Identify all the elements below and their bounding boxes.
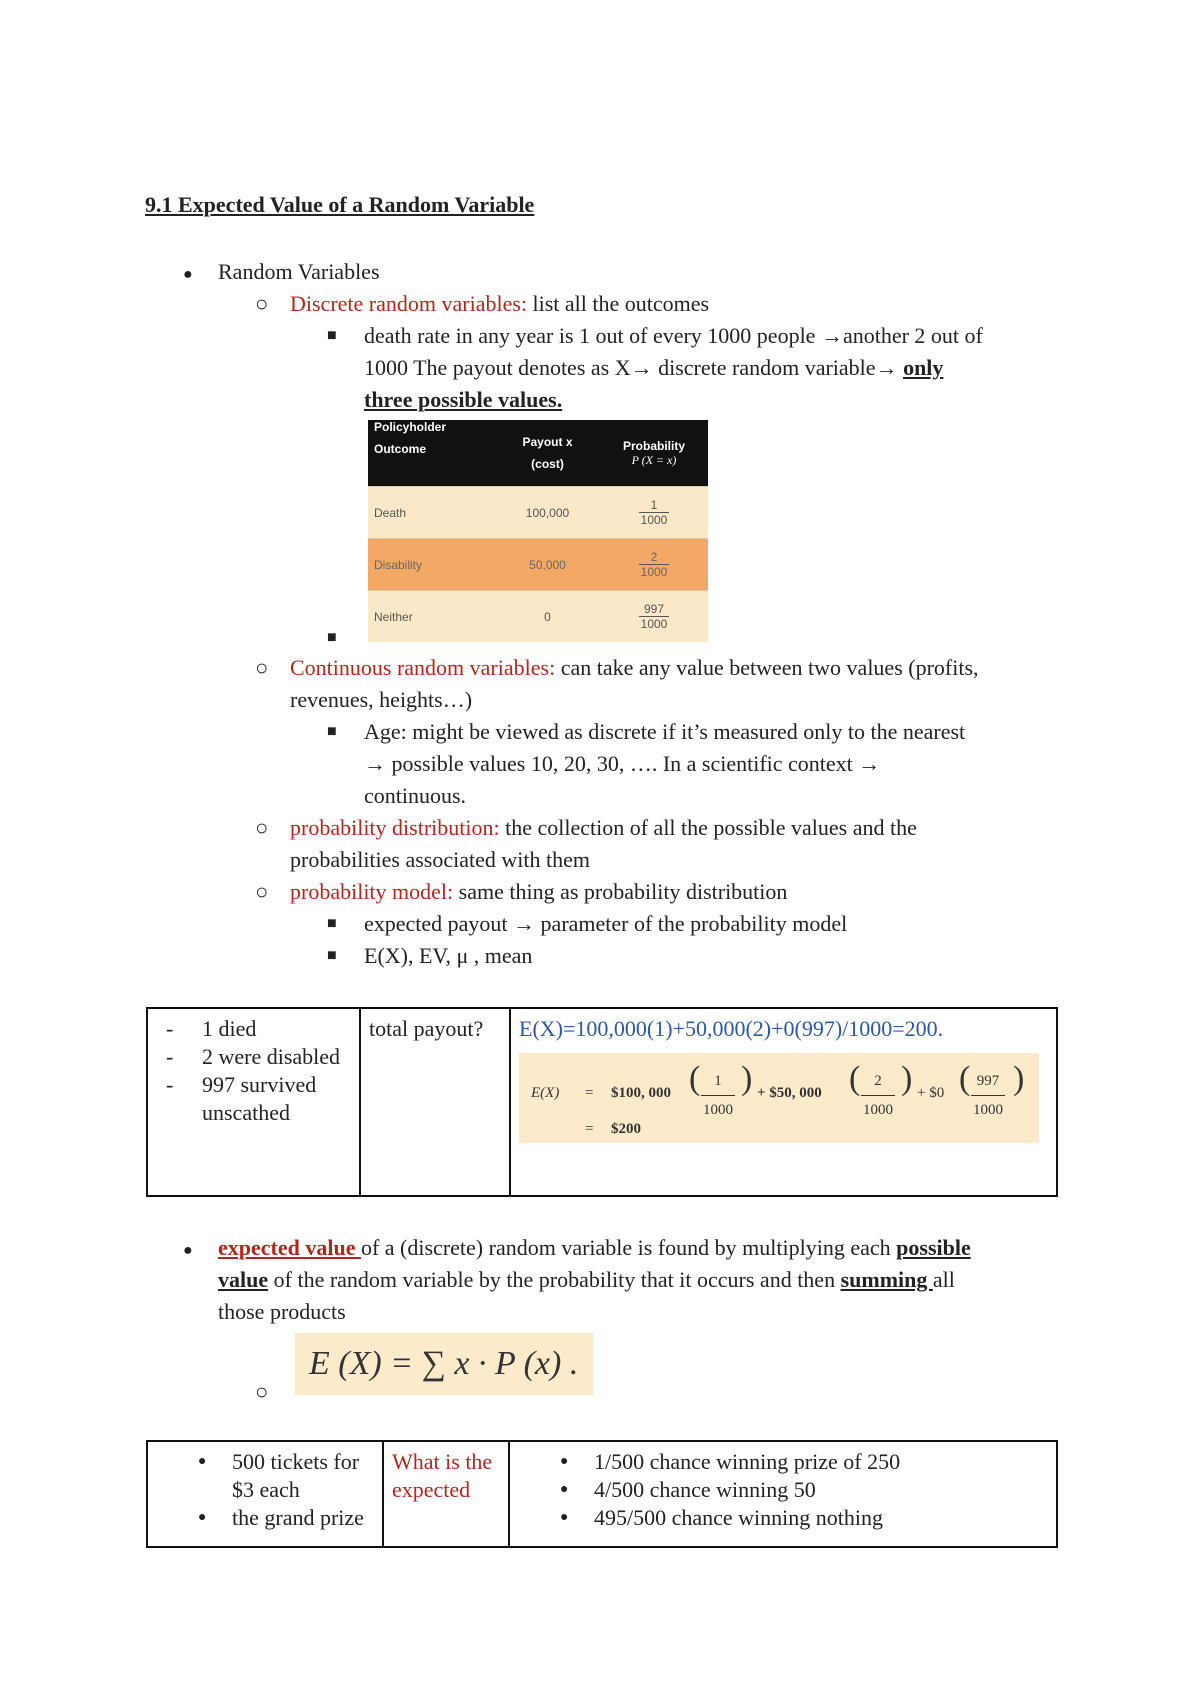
continuous-item bbox=[290, 652, 979, 684]
circle-bullet-icon: ○ bbox=[255, 815, 269, 840]
paren-close: ) bbox=[1013, 1060, 1025, 1097]
header-probability bbox=[600, 420, 708, 486]
list-item: - 997 survived unscathed bbox=[156, 1071, 351, 1127]
row-probability bbox=[600, 539, 708, 590]
row-payout: 0 bbox=[544, 609, 551, 624]
death-only: only bbox=[903, 355, 944, 380]
list-item-text: 4/500 chance winning 50 bbox=[594, 1477, 816, 1502]
fraction-3 bbox=[971, 1067, 1005, 1124]
circle-bullet-icon: ○ bbox=[255, 655, 269, 680]
outcomes-cell bbox=[147, 1008, 360, 1196]
row-probability bbox=[600, 487, 708, 538]
pd-text: the collection of all the possible values and the bbox=[499, 815, 917, 840]
row-probability bbox=[600, 591, 708, 642]
bullet-dot-icon: ● bbox=[198, 1454, 207, 1469]
f3-num: 997 bbox=[976, 1073, 1000, 1089]
paren-close: ) bbox=[741, 1060, 753, 1097]
list-item bbox=[518, 1504, 1048, 1532]
list-item-text: 997 survived unscathed bbox=[202, 1072, 317, 1125]
formula-eq2: = bbox=[585, 1121, 594, 1137]
square-bullet-icon: ■ bbox=[327, 915, 337, 932]
bullet-dot-icon: ● bbox=[183, 266, 193, 283]
row-outcome: Neither bbox=[374, 609, 413, 624]
payout-line: expected payout → parameter of the probability model bbox=[364, 911, 848, 936]
ev-label: expected value bbox=[218, 1235, 361, 1260]
row-outcome: Death bbox=[374, 505, 407, 520]
insurance-table-header bbox=[368, 420, 708, 486]
ev-def-line3: those products bbox=[218, 1299, 346, 1324]
ev-b2: value bbox=[218, 1267, 269, 1292]
page-title: 9.1 Expected Value of a Random Variable bbox=[145, 192, 535, 217]
lottery-example-table bbox=[146, 1440, 1058, 1548]
formula-term2: + $50, 000 bbox=[757, 1085, 822, 1101]
pd-text2: probabilities associated with them bbox=[290, 847, 590, 872]
answer-text: E(X)=100,000(1)+50,000(2)+0(997)/1000=200. bbox=[519, 1016, 944, 1041]
pm-text: same thing as probability distribution bbox=[453, 879, 788, 904]
table-row bbox=[368, 590, 708, 642]
death-line2-text: 1000 The payout denotes as X→ discrete random variable→ bbox=[364, 355, 904, 380]
list-item-text: 495/500 chance winning nothing bbox=[594, 1505, 884, 1530]
list-item: - 1 died bbox=[166, 1016, 257, 1041]
header-payout bbox=[495, 420, 600, 486]
prob-den: 1000 bbox=[640, 513, 668, 527]
age-line3: continuous. bbox=[364, 783, 467, 808]
formula-term3: + $0 bbox=[917, 1085, 945, 1101]
pm-label: probability model: bbox=[290, 879, 454, 904]
list-item-text: the grand prize bbox=[232, 1505, 364, 1530]
prob-num: 2 bbox=[650, 550, 658, 564]
lottery-question-cell: What is the expected bbox=[383, 1441, 509, 1547]
header-outcome-b: Outcome bbox=[374, 442, 427, 456]
ev-t1: of a (discrete) random variable is found by multiplying each bbox=[360, 1235, 897, 1260]
ev-t3: all bbox=[932, 1267, 955, 1292]
ev-b1: possible bbox=[896, 1235, 971, 1260]
pm-item bbox=[290, 876, 787, 908]
header-probability-a: Probability bbox=[622, 438, 685, 453]
formula-lhs: E(X) bbox=[531, 1085, 560, 1101]
bullet-random-variables bbox=[183, 256, 193, 291]
prob-num: 997 bbox=[643, 602, 664, 616]
continuous-text2: revenues, heights…) bbox=[290, 687, 473, 712]
f2-den: 1000 bbox=[861, 1095, 895, 1124]
list-item bbox=[518, 1476, 1048, 1504]
bullet-dot-icon: ● bbox=[560, 1510, 569, 1525]
ev-def-line2 bbox=[218, 1264, 955, 1296]
circle-bullet-icon: ○ bbox=[255, 879, 269, 904]
ex-line: E(X), EV, μ , mean bbox=[364, 943, 533, 968]
fraction-1 bbox=[701, 1067, 735, 1124]
ev-b3: summing bbox=[840, 1267, 933, 1292]
list-item bbox=[156, 1448, 374, 1504]
prob-num: 1 bbox=[650, 498, 658, 512]
circle-bullet-icon: ○ bbox=[255, 291, 269, 316]
header-payout-b: (cost) bbox=[531, 457, 564, 471]
formula-eq: = bbox=[585, 1085, 594, 1101]
table-row bbox=[368, 538, 708, 590]
discrete-label: Discrete random variables: bbox=[290, 291, 528, 316]
death-line3: three possible values. bbox=[364, 387, 563, 412]
death-line1: death rate in any year is 1 out of every 1000 people →another 2 out of bbox=[364, 323, 983, 348]
prob-den: 1000 bbox=[640, 617, 668, 631]
header-outcome bbox=[368, 420, 495, 486]
f2-num: 2 bbox=[874, 1073, 882, 1089]
table-row bbox=[368, 486, 708, 538]
bullet-dot-icon: ● bbox=[183, 1242, 193, 1259]
header-probability-b: P (X = x) bbox=[631, 452, 677, 467]
ev-formula-image: E (X) = ∑ x · P (x) . bbox=[295, 1333, 593, 1395]
question-cell: total payout? bbox=[360, 1008, 510, 1196]
answer-cell bbox=[510, 1008, 1057, 1196]
pd-label: probability distribution: bbox=[290, 815, 500, 840]
header-outcome-a: Policyholder bbox=[374, 420, 447, 434]
payout-example-table bbox=[146, 1007, 1058, 1197]
list-item-text: 1 died bbox=[202, 1016, 257, 1041]
f1-den: 1000 bbox=[701, 1095, 735, 1124]
f1-num: 1 bbox=[714, 1073, 722, 1089]
square-bullet-icon: ■ bbox=[327, 723, 337, 740]
age-line1: Age: might be viewed as discrete if it’s measured only to the nearest bbox=[364, 719, 966, 744]
bullet-dot-icon: ● bbox=[560, 1454, 569, 1469]
discrete-text: list all the outcomes bbox=[527, 291, 710, 316]
continuous-text: can take any value between two values (profits, bbox=[555, 655, 979, 680]
paren-open: ( bbox=[689, 1060, 701, 1097]
list-item-text: 500 tickets for $3 each bbox=[232, 1449, 360, 1502]
formula-result: $200 bbox=[611, 1121, 641, 1137]
paren-open: ( bbox=[959, 1060, 971, 1097]
continuous-label: Continuous random variables: bbox=[290, 655, 556, 680]
lottery-left-cell bbox=[147, 1441, 383, 1547]
paren-open: ( bbox=[849, 1060, 861, 1097]
ev-t2: of the random variable by the probability that it occurs and then bbox=[268, 1267, 841, 1292]
list-item-text: 2 were disabled bbox=[202, 1044, 341, 1069]
row-payout: 100,000 bbox=[525, 505, 570, 520]
row-outcome: Disability bbox=[374, 557, 423, 572]
ev-calculation-image bbox=[519, 1053, 1039, 1143]
row-payout: 50,000 bbox=[529, 557, 566, 572]
list-item bbox=[156, 1504, 374, 1532]
circle-bullet-icon: ○ bbox=[255, 1379, 269, 1404]
square-bullet-icon: ■ bbox=[327, 629, 337, 646]
lottery-right-cell bbox=[509, 1441, 1057, 1547]
prob-den: 1000 bbox=[640, 565, 668, 579]
pd-item bbox=[290, 812, 917, 844]
paren-close: ) bbox=[901, 1060, 913, 1097]
formula-term1: $100, 000 bbox=[611, 1085, 671, 1101]
bullet-dot-icon: ● bbox=[198, 1510, 207, 1525]
fraction-2 bbox=[861, 1067, 895, 1124]
ev-def-line1 bbox=[218, 1232, 971, 1264]
f3-den: 1000 bbox=[971, 1095, 1005, 1124]
list-item bbox=[518, 1448, 1048, 1476]
discrete-item bbox=[290, 288, 709, 320]
list-item: - 2 were disabled bbox=[166, 1044, 341, 1069]
insurance-table bbox=[368, 420, 708, 640]
age-line2: → possible values 10, 20, 30, …. In a scientific context → bbox=[364, 751, 881, 776]
square-bullet-icon: ■ bbox=[327, 327, 337, 344]
list-item-text: 1/500 chance winning prize of 250 bbox=[594, 1449, 901, 1474]
random-variables-text: Random Variables bbox=[218, 259, 380, 284]
death-line2 bbox=[364, 352, 943, 384]
square-bullet-icon: ■ bbox=[327, 947, 337, 964]
header-payout-a: Payout x bbox=[522, 435, 573, 449]
bullet-dot-icon: ● bbox=[560, 1482, 569, 1497]
